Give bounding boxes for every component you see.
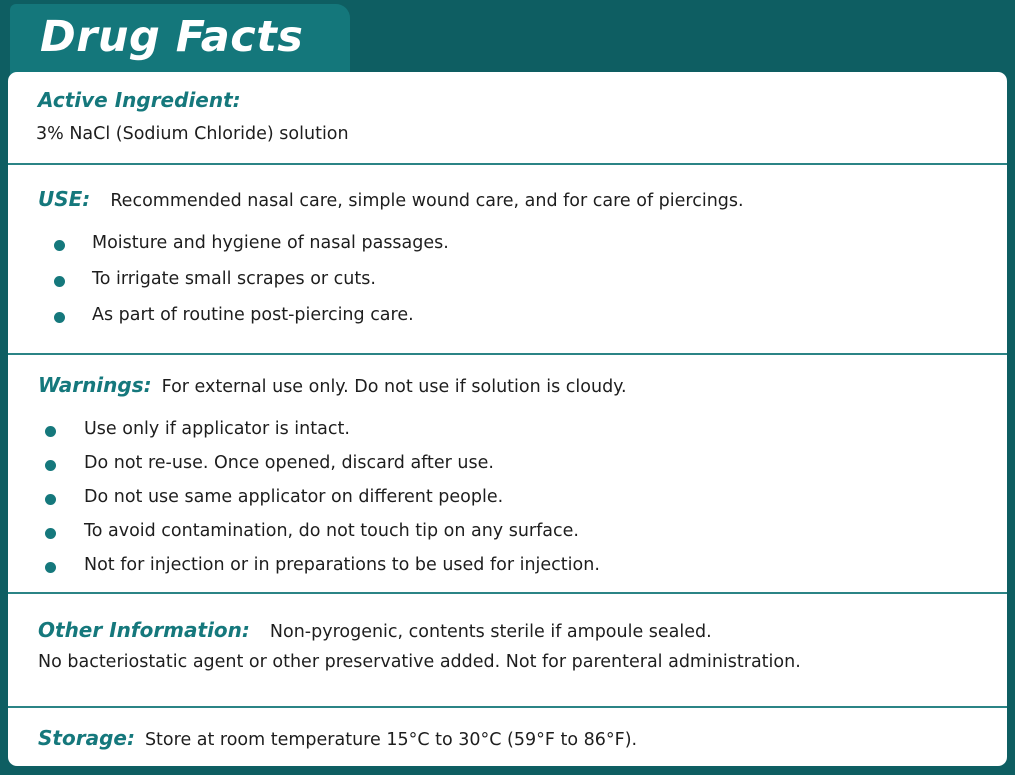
bullet-icon bbox=[45, 494, 56, 505]
other-information-line bbox=[38, 618, 712, 642]
bullet-icon bbox=[54, 276, 65, 287]
warnings-line bbox=[38, 373, 627, 397]
use-bullet-text: As part of routine post-piercing care. bbox=[92, 305, 414, 325]
other-information-section bbox=[8, 594, 1007, 706]
bullet-icon bbox=[45, 562, 56, 573]
active-ingredient-heading: Active Ingredient: bbox=[38, 88, 241, 112]
warnings-text: For external use only. Do not use if solution is cloudy. bbox=[161, 377, 627, 397]
bullet-icon bbox=[54, 312, 65, 323]
warnings-bullet-text: Do not use same applicator on different people. bbox=[84, 487, 504, 507]
bullet-icon bbox=[45, 528, 56, 539]
active-ingredient-text: 3% NaCl (Sodium Chloride) solution bbox=[36, 124, 349, 144]
other-information-text-2: No bacteriostatic agent or other preservative added. Not for parenteral administration. bbox=[38, 652, 801, 672]
warnings-bullet-text: Not for injection or in preparations to be used for injection. bbox=[84, 555, 600, 575]
use-bullet-text: To irrigate small scrapes or cuts. bbox=[92, 269, 376, 289]
use-bullet-text: Moisture and hygiene of nasal passages. bbox=[92, 233, 449, 253]
bullet-icon bbox=[45, 460, 56, 471]
warnings-bullet-text: To avoid contamination, do not touch tip on any surface. bbox=[84, 521, 579, 541]
other-information-heading: Other Information: bbox=[38, 618, 250, 642]
drug-facts-panel bbox=[8, 72, 1007, 766]
other-information-text: Non-pyrogenic, contents sterile if ampoule sealed. bbox=[269, 622, 712, 642]
active-ingredient-section bbox=[8, 72, 1007, 164]
use-section bbox=[8, 165, 1007, 353]
warnings-heading: Warnings: bbox=[38, 373, 152, 397]
bullet-icon bbox=[54, 240, 65, 251]
storage-line bbox=[38, 726, 637, 750]
warnings-bullet-text: Use only if applicator is intact. bbox=[84, 419, 350, 439]
warnings-section bbox=[8, 355, 1007, 592]
storage-heading: Storage: bbox=[38, 726, 135, 750]
storage-text: Store at room temperature 15°C to 30°C (59°F to 86°F). bbox=[144, 730, 638, 750]
use-text: Recommended nasal care, simple wound care, and for care of piercings. bbox=[110, 191, 744, 211]
warnings-bullet-text: Do not re-use. Once opened, discard after use. bbox=[84, 453, 494, 473]
page-title: Drug Facts bbox=[40, 12, 304, 62]
storage-section bbox=[8, 708, 1007, 766]
use-line bbox=[38, 187, 744, 211]
bullet-icon bbox=[45, 426, 56, 437]
use-heading: USE: bbox=[38, 187, 91, 211]
